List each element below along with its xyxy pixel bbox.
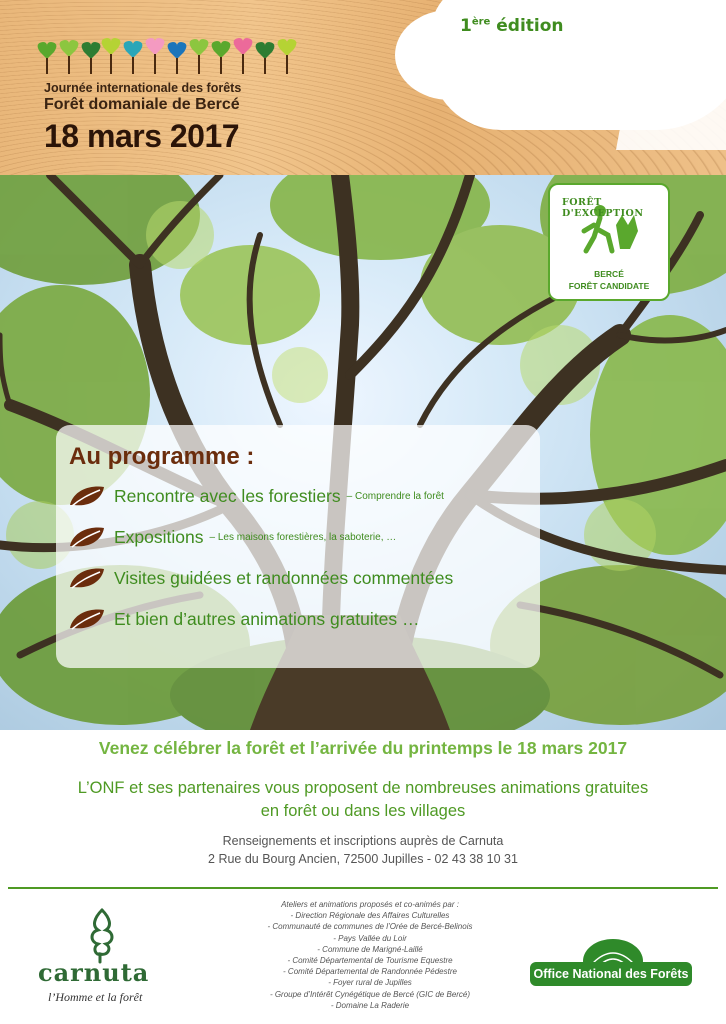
carnuta-tagline: l’Homme et la forêt [48, 990, 143, 1004]
edition-number: 1 [460, 16, 472, 36]
carnuta-name: carnuta [38, 958, 150, 987]
divider [8, 887, 718, 889]
badge-line2: FORÊT CANDIDATE [568, 281, 650, 291]
credits-item: - Domaine La Raderie [330, 1000, 410, 1010]
foret-exception-badge [548, 183, 670, 301]
edition-word: édition [490, 16, 564, 36]
credits-item: - Communauté de communes de l’Orée de Bercé-Belinois [267, 922, 473, 932]
leaf-icon [66, 483, 106, 509]
carnuta-leaf-icon [82, 908, 122, 964]
onf-name: Office National des Forêts [530, 962, 692, 986]
partners-line2: en forêt ou dans les villages [260, 802, 466, 820]
badge-arc-text: FORÊT D'EXCEPTION [562, 197, 644, 219]
programme-item-main: Rencontre avec les forestiers [114, 485, 341, 506]
credits-heading: Ateliers et animations proposés et co-animés par : [281, 900, 459, 909]
credits-item: - Direction Régionale des Affaires Culturelles [290, 911, 450, 921]
programme-title: Au programme : [69, 443, 255, 470]
partners-text [0, 777, 726, 823]
event-location: Forêt domaniale de Bercé [44, 96, 240, 113]
leaf-icon [66, 565, 106, 591]
credits-item: - Groupe d’Intérêt Cynégétique de Bercé (GIC de Bercé) [269, 989, 471, 999]
credits-item: - Commune de Marigné-Laillé [317, 944, 423, 954]
badge-line1: BERCÉ [594, 269, 624, 279]
programme-item-main: Visites guidées et randonnées commentées [114, 567, 454, 588]
leaf-icon [66, 524, 106, 550]
programme-panel [56, 425, 540, 668]
programme-item-main: Expositions [114, 526, 204, 547]
credits-list [220, 899, 520, 1011]
event-name: Journée internationale des forêts [44, 81, 242, 95]
programme-item-sub: – Les maisons forestières, la saboterie, … [209, 531, 397, 543]
programme-item-main: Et bien d’autres animations gratuites … [114, 608, 420, 629]
contact-info [0, 832, 726, 868]
edition-label [460, 16, 564, 36]
edition-sup: ère [471, 16, 491, 28]
contact-line2: 2 Rue du Bourg Ancien, 72500 Jupilles - 02 43 38 10 31 [208, 852, 518, 866]
event-date: 18 mars 2017 [44, 118, 240, 154]
programme-item [66, 522, 396, 552]
programme-item-sub: – Comprendre la forêt [346, 490, 444, 502]
programme-item [66, 604, 419, 634]
tagline: Venez célébrer la forêt et l’arrivée du printemps le 18 mars 2017 [98, 738, 628, 758]
credits-item: - Foyer rural de Jupilles [328, 978, 412, 988]
credits-item: - Pays Vallée du Loir [333, 933, 407, 943]
credits-item: - Comité Départemental de Randonnée Pédestre [283, 967, 457, 977]
credits-item: - Comité Départemental de Tourisme Equestre [287, 956, 453, 966]
leaf-icon [66, 606, 106, 632]
stag-icon [556, 0, 726, 150]
contact-line1: Renseignements et inscriptions auprès de Carnuta [222, 834, 504, 848]
trees-logo-icon [34, 38, 300, 76]
programme-item [66, 563, 453, 593]
header-banner [0, 0, 726, 175]
programme-item [66, 481, 444, 511]
partners-line1: L’ONF et ses partenaires vous proposent de nombreuses animations gratuites [77, 779, 649, 797]
